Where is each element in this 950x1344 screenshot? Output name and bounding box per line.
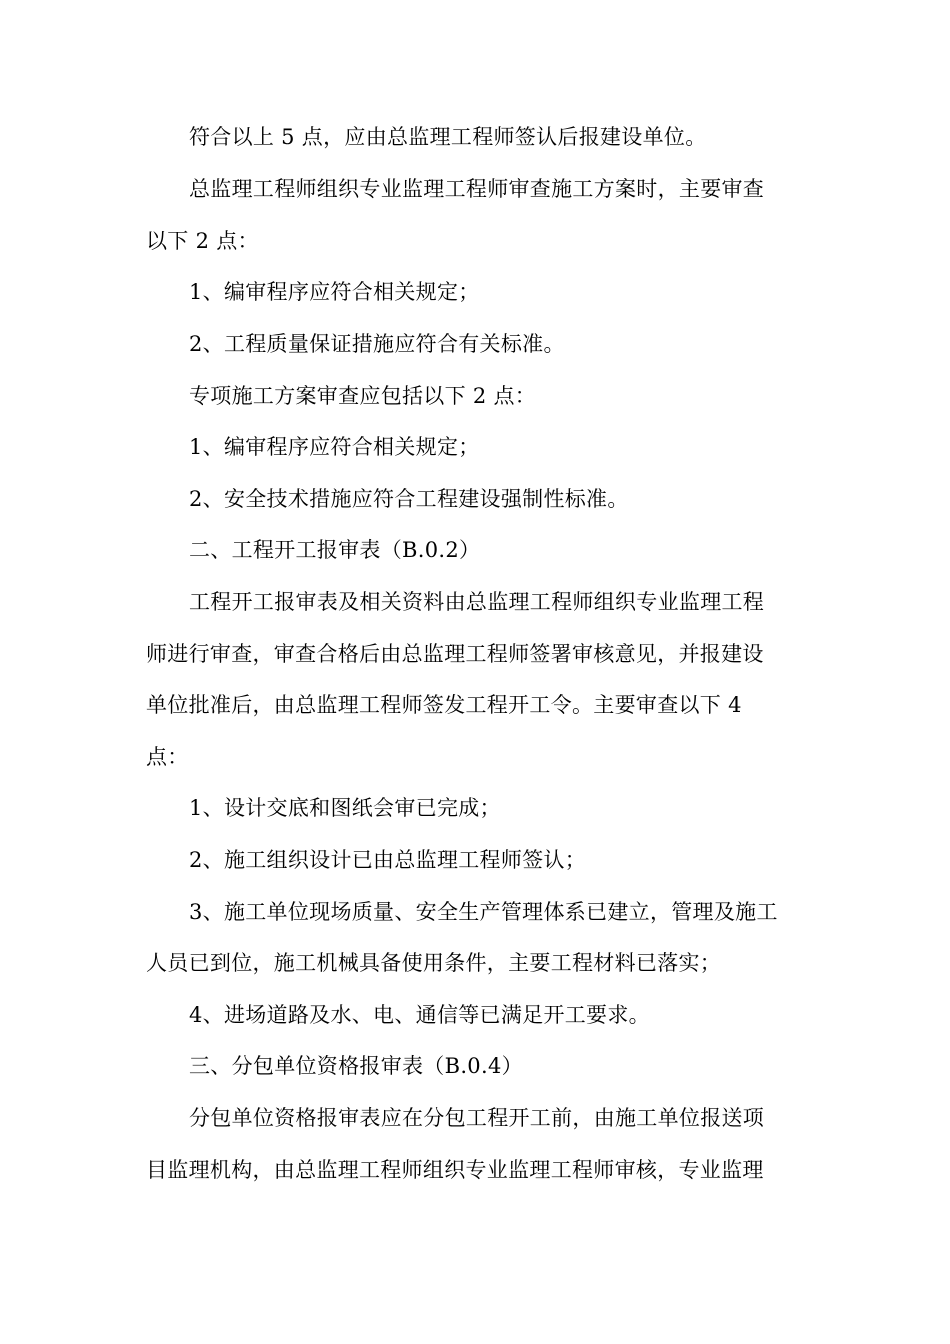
paragraph-line: 专项施工方案审查应包括以下 2 点： — [189, 384, 537, 408]
paragraph-line: 符合以上 5 点，应由总监理工程师签认后报建设单位。 — [189, 125, 707, 149]
paragraph-line: 分包单位资格报审表应在分包工程开工前，由施工单位报送项 — [189, 1106, 765, 1130]
list-item: 4、进场道路及水、电、通信等已满足开工要求。 — [189, 1003, 650, 1027]
paragraph-line: 人员已到位，施工机械具备使用条件，主要工程材料已落实； — [146, 951, 722, 975]
section-heading: 三、分包单位资格报审表（B.0.4） — [189, 1054, 523, 1078]
section-heading: 二、工程开工报审表（B.0.2） — [189, 538, 481, 562]
paragraph-line: 师进行审查，审查合格后由总监理工程师签署审核意见，并报建设 — [146, 642, 764, 666]
list-item: 1、编审程序应符合相关规定； — [189, 435, 480, 459]
list-item: 2、工程质量保证措施应符合有关标准。 — [189, 332, 565, 356]
list-item: 2、施工组织设计已由总监理工程师签认； — [189, 848, 587, 872]
list-item: 1、编审程序应符合相关规定； — [189, 280, 480, 304]
list-item: 1、设计交底和图纸会审已完成； — [189, 796, 501, 820]
list-item: 3、施工单位现场质量、安全生产管理体系已建立，管理及施工 — [189, 900, 778, 924]
paragraph-line: 工程开工报审表及相关资料由总监理工程师组织专业监理工程 — [189, 590, 765, 614]
paragraph-line: 单位批准后，由总监理工程师签发工程开工令。主要审查以下 4 — [146, 693, 742, 717]
paragraph-line: 总监理工程师组织专业监理工程师审查施工方案时，主要审查 — [189, 177, 765, 201]
paragraph-line: 点： — [146, 745, 189, 769]
list-item: 2、安全技术措施应符合工程建设强制性标准。 — [189, 487, 629, 511]
paragraph-line: 以下 2 点： — [146, 229, 259, 253]
paragraph-line: 目监理机构，由总监理工程师组织专业监理工程师审核，专业监理 — [146, 1158, 764, 1182]
